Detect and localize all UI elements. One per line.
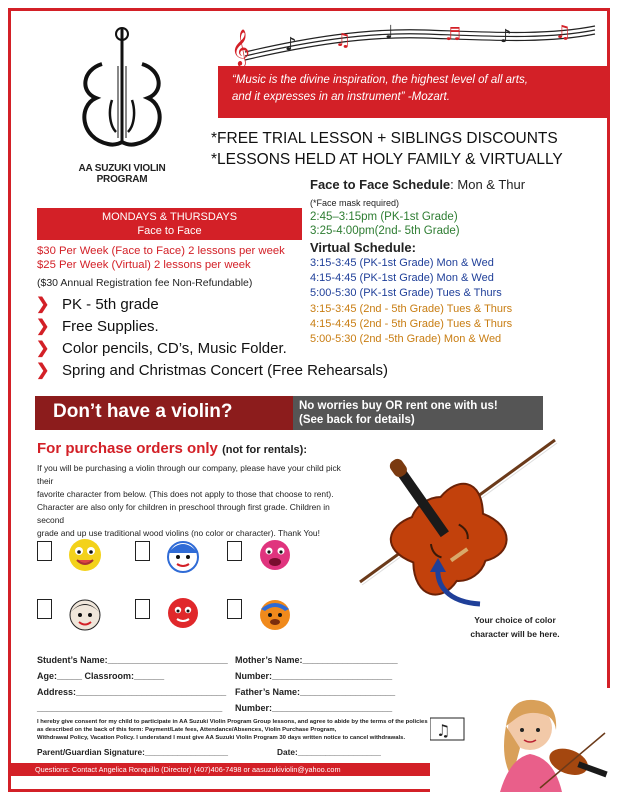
chevron-right-icon: ❯ (36, 296, 50, 313)
ftf-heading-text: Face to Face Schedule (310, 177, 451, 192)
character-option (227, 535, 307, 577)
days-box (37, 208, 302, 240)
virtual-item: 5:00-5:30 (PK-1st Grade) Tues & Thurs (310, 287, 502, 300)
purchase-subtitle: (not for rentals): (222, 444, 308, 456)
student-name-field[interactable]: Student’s Name:________________________ (37, 655, 228, 665)
virtual-item: 3:15-3:45 (PK-1st Grade) Mon & Wed (310, 257, 494, 269)
virtual-item: 5:00-5:30 (2nd -5th Grade) Mon & Wed (310, 333, 502, 346)
face-to-face-heading (310, 177, 525, 192)
virtual-item: 4:15-4:45 (PK-1st Grade) Mon & Wed (310, 272, 494, 285)
bullet-item (36, 360, 388, 382)
bullet-text: PK - 5th grade (62, 296, 159, 313)
quote-line: “Music is the divine inspiration, the highest level of all arts, (232, 74, 528, 86)
virtual-item: 4:15-4:45 (2nd - 5th Grade) Tues & Thurs (310, 317, 513, 330)
purchase-title (37, 440, 307, 457)
character-option (37, 593, 117, 635)
character-checkbox[interactable] (37, 599, 52, 619)
feature-bullets (36, 294, 388, 382)
svg-text:♪: ♪ (500, 26, 512, 47)
face-to-face-times (310, 210, 460, 238)
pink-face-icon (255, 535, 295, 575)
virtual-heading: Virtual Schedule: (310, 240, 416, 255)
registration-fee: ($30 Annual Registration fee Non-Refundable) (37, 277, 253, 289)
mask-note: (*Face mask required) (310, 198, 400, 208)
virtual-item: 3:15-3:45 (2nd - 5th Grade) Tues & Thurs (310, 302, 513, 315)
mother-name-field[interactable]: Mother’s Name:___________________ (235, 655, 398, 665)
ftf-time: 2:45–3:15pm (PK-1st Grade) (310, 211, 458, 223)
character-selection-grid (37, 535, 327, 645)
father-name-field[interactable]: Father’s Name:___________________ (235, 687, 396, 697)
days-line: MONDAYS & THURSDAYS (101, 211, 238, 223)
chevron-right-icon: ❯ (36, 340, 50, 357)
perk-line: *FREE TRIAL LESSON + SIBLINGS DISCOUNTS (211, 130, 558, 147)
svg-text:♩: ♩ (385, 22, 394, 43)
perk-line: *LESSONS HELD AT HOLY FAMILY & VIRTUALLY (211, 151, 563, 168)
character-checkbox[interactable] (135, 599, 150, 619)
svg-text:♪: ♪ (285, 34, 297, 55)
bullet-item (36, 338, 388, 360)
bullet-text: Free Supplies. (62, 318, 159, 335)
character-option (135, 535, 215, 577)
program-logo (52, 20, 192, 185)
music-notes-decoration (225, 18, 600, 66)
consent-line: I hereby give consent for my child to participate in AA Suzuki Violin Program Group lessons, and agree to abide by the terms of the policies (37, 719, 428, 725)
caption-line: Your choice of color (474, 615, 556, 625)
choice-caption (460, 613, 570, 641)
pricing (37, 244, 285, 272)
character-option (227, 593, 307, 635)
price-virtual: $25 Per Week (Virtual) 2 lessons per week (37, 259, 251, 271)
contact-bar: Questions: Contact Angelica Ronquillo (Director) (407)406-7498 or aasuzukiviolin@yahoo.com (11, 763, 431, 776)
character-checkbox[interactable] (227, 599, 242, 619)
mother-number-field[interactable]: Number:________________________ (235, 671, 393, 681)
character-checkbox[interactable] (227, 541, 242, 561)
blue-face-icon (163, 535, 203, 575)
character-checkbox[interactable] (37, 541, 52, 561)
consent-line: as described on the back of this form: Payment/Late fees, Attendance/Absences, Violin Purchase Program, (37, 727, 337, 733)
red-face-icon (163, 593, 203, 633)
child-with-violin-photo (430, 688, 610, 792)
bullet-item (36, 316, 388, 338)
violin-icon (52, 20, 192, 160)
quote-line: and it expresses in an instrument” -Mozart. (232, 91, 450, 103)
consent-line: Withdrawal Policy, Vacation Policy. I understand I must give AA Suzuki Violin Program 30 days written notice to cancel withdrawals. (37, 735, 406, 741)
age-classroom-field[interactable]: Age:_____ Classroom:______ (37, 671, 165, 681)
svg-text:♫: ♫ (335, 30, 352, 51)
days-line: Face to Face (137, 225, 202, 237)
address-field[interactable]: Address:______________________________ (37, 687, 227, 697)
orange-face-icon (255, 593, 295, 633)
signature-field[interactable]: Parent/Guardian Signature:__________________ (37, 747, 228, 757)
bullet-item (36, 294, 388, 316)
ftf-days: : Mon & Thur (450, 177, 526, 192)
purchase-line: favorite character from below. (This does not apply to those that choose to rent). (37, 489, 334, 499)
perks-list (211, 128, 563, 170)
purchase-line: If you will be purchasing a violin through our company, please have your child pick their (37, 463, 341, 486)
black-face-icon (65, 593, 105, 633)
banner-line: (See back for details) (299, 414, 415, 426)
no-violin-banner: Don’t have a violin? (35, 396, 293, 430)
purchase-instructions (37, 462, 349, 540)
mozart-quote (218, 66, 610, 118)
parent-form (235, 652, 398, 716)
chevron-right-icon: ❯ (36, 318, 50, 335)
yellow-face-icon (65, 535, 105, 575)
character-option (37, 535, 117, 577)
bullet-text: Spring and Christmas Concert (Free Rehearsals) (62, 362, 388, 379)
father-number-field[interactable]: Number:________________________ (235, 703, 393, 713)
purchase-title-text: For purchase orders only (37, 440, 218, 457)
student-form (37, 652, 228, 716)
consent-statement (37, 718, 437, 742)
purchase-line: Character are also only for children in preschool through first grade. Children in second (37, 502, 330, 525)
purchase-line: grade and up use traditional wood violins (no color or character). Thank You! (37, 528, 320, 538)
svg-text:♬: ♬ (445, 24, 462, 45)
logo-caption: AA SUZUKI VIOLIN PROGRAM (78, 163, 166, 185)
date-field[interactable]: Date:__________________ (277, 747, 381, 757)
chevron-right-icon: ❯ (36, 362, 50, 379)
character-checkbox[interactable] (135, 541, 150, 561)
banner-line: No worries buy OR rent one with us! (299, 400, 498, 412)
curved-arrow-icon (428, 556, 488, 610)
ftf-time: 3:25-4:00pm(2nd- 5th Grade) (310, 225, 460, 237)
svg-text:♫: ♫ (555, 22, 572, 43)
buy-or-rent-banner (293, 396, 543, 430)
svg-text:♫: ♫ (436, 721, 451, 740)
bullet-text: Color pencils, CD’s, Music Folder. (62, 340, 287, 357)
character-option (135, 593, 215, 635)
caption-line: character will be here. (470, 629, 560, 639)
svg-text:𝄞: 𝄞 (231, 28, 250, 66)
price-face: $30 Per Week (Face to Face) 2 lessons per week (37, 245, 285, 257)
address-field-2[interactable]: _____________________________________ (37, 703, 223, 713)
